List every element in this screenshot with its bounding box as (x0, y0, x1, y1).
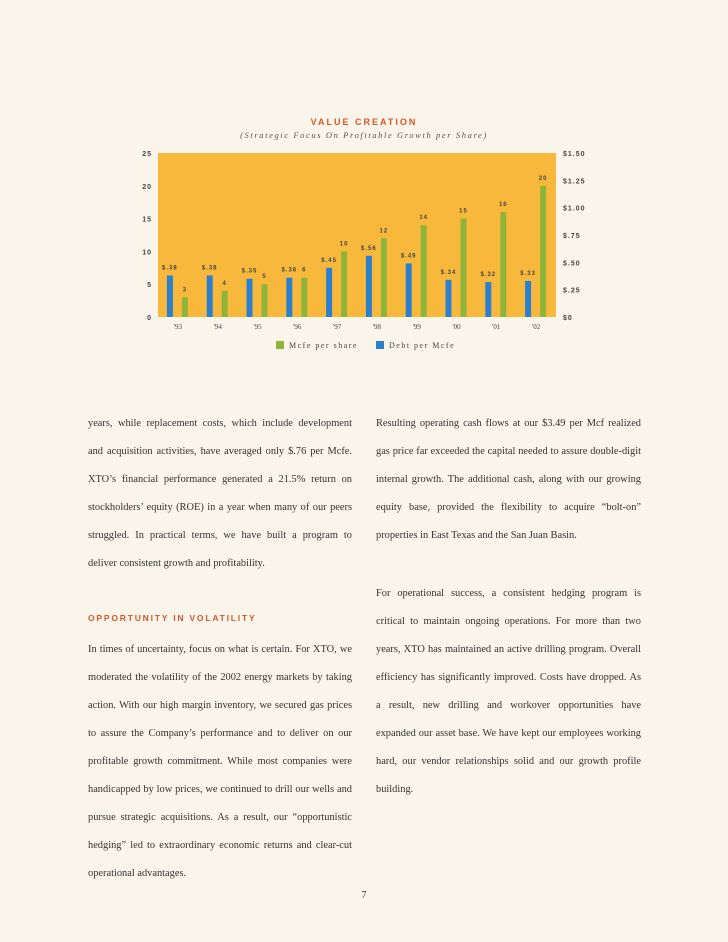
debt-bar (446, 280, 452, 317)
left-paragraph-2: In times of uncertainty, focus on what is certain. For XTO, we moderated the volatility of the 2002 energy markets by taking action. With our high margin inventory, we secured gas prices to assure the Company’s performance and to deliver on our profitable growth commitment. While most companies were handicapped by low prices, we continued to drill our wells and pursue strategic acquisitions. As a result, our “opportunistic hedging” led to extraordinary economic returns and clear-cut operational advantages. (88, 644, 352, 879)
left-axis-tick-label: 25 (142, 151, 152, 158)
mcfe-bar (461, 219, 467, 317)
mcfe-bar-label: 3 (182, 287, 188, 294)
debt-bar (366, 256, 372, 317)
left-axis-tick-label: 5 (147, 282, 152, 290)
legend-swatch (276, 341, 284, 349)
debt-bar-label: $.36 (281, 267, 298, 274)
mcfe-bar (222, 291, 228, 317)
mcfe-bar (381, 238, 387, 317)
right-axis-tick-label: $0 (563, 315, 573, 322)
debt-bar-label: $.33 (520, 270, 536, 277)
mcfe-bar (500, 212, 506, 317)
left-axis-tick-label: 10 (142, 249, 152, 257)
plot-background (158, 153, 556, 317)
legend-swatch (376, 341, 384, 349)
debt-bar (167, 275, 173, 317)
debt-bar-label: $.45 (321, 257, 337, 264)
right-axis-tick-label: $1.50 (563, 151, 586, 158)
mcfe-bar (301, 278, 307, 317)
left-axis-tick-label: 15 (142, 216, 152, 224)
mcfe-bar (182, 297, 188, 317)
mcfe-bar-label: 20 (538, 175, 548, 182)
x-axis-tick-label: '97 (332, 323, 342, 331)
mcfe-bar-label: 6 (302, 267, 307, 274)
x-axis-tick-label: '00 (452, 323, 461, 331)
mcfe-bar-label: 4 (222, 280, 227, 287)
debt-bar (286, 278, 292, 317)
debt-bar (406, 263, 412, 317)
x-axis-tick-label: '95 (253, 323, 262, 331)
debt-bar-label: $.56 (361, 245, 377, 252)
right-axis-tick-label: $1.00 (563, 205, 586, 213)
x-axis-tick-label: '02 (531, 323, 541, 331)
right-axis-tick-label: $1.25 (563, 178, 586, 186)
mcfe-bar (262, 284, 268, 317)
legend-label: Debt per Mcfe (389, 341, 456, 350)
mcfe-bar-label: 16 (498, 202, 508, 209)
value-creation-chart (0, 150, 728, 365)
legend-label: Mcfe per share (289, 341, 358, 350)
mcfe-bar-label: 5 (262, 274, 267, 281)
left-column (88, 410, 352, 888)
debt-bar (326, 268, 332, 317)
x-axis-tick-label: '94 (213, 323, 222, 331)
debt-bar-label: $.34 (440, 269, 457, 276)
mcfe-bar-label: 14 (419, 215, 429, 222)
right-axis-tick-label: $.50 (563, 260, 581, 268)
section-heading: OPPORTUNITY IN VOLATILITY (88, 613, 257, 623)
x-axis-tick-label: '93 (173, 323, 183, 331)
x-axis-tick-label: '01 (492, 323, 501, 331)
chart-subtitle: (Strategic Focus On Profitable Growth per Share) (240, 130, 488, 140)
x-axis-tick-label: '96 (293, 323, 302, 331)
chart-title: VALUE CREATION (310, 117, 418, 127)
x-axis-tick-label: '99 (412, 323, 421, 331)
debt-bar (485, 282, 491, 317)
debt-bar (525, 281, 531, 317)
mcfe-bar (540, 186, 546, 317)
debt-bar-label: $.38 (162, 265, 178, 272)
left-paragraph-1: years, while replacement costs, which include development and acquisition activities, have averaged only $.76 per Mcfe. XTO’s financial performance generated a 21.5% return on stockholders’ equity (ROE) in a year when many of our peers struggled. In practical terms, we have built a program to deliver consistent growth and profitability. (88, 418, 352, 569)
mcfe-bar (341, 251, 347, 317)
mcfe-bar-label: 12 (379, 228, 389, 235)
page-number: 7 (361, 890, 367, 901)
debt-bar-label: $.32 (480, 272, 497, 279)
debt-bar (207, 275, 213, 317)
left-axis-tick-label: 20 (142, 183, 152, 191)
debt-bar (247, 279, 253, 317)
right-column (376, 410, 641, 804)
right-paragraph-1: Resulting operating cash flows at our $3.49 per Mcf realized gas price far exceeded the capital needed to assure double-digit internal growth. The additional cash, along with our growing equity base, provided the flexibility to acquire “bolt-on” properties in East Texas and the San Juan Basin. (376, 418, 641, 541)
right-paragraph-2: For operational success, a consistent hedging program is critical to maintain ongoing operations. For more than two years, XTO has maintained an active drilling program. Overall efficiency has significantly improved. Costs have dropped. As a result, new drilling and workover opportunities have expanded our asset base. We have kept our employees working hard, our vendor relationships solid and our growth profile building. (376, 588, 641, 795)
debt-bar-label: $.35 (241, 268, 258, 275)
right-axis-tick-label: $.75 (563, 233, 581, 240)
debt-bar-label: $.38 (201, 265, 218, 272)
right-axis-tick-label: $.25 (563, 287, 581, 295)
left-axis-tick-label: 0 (147, 315, 152, 322)
mcfe-bar-label: 15 (459, 208, 468, 215)
debt-bar-label: $.49 (400, 253, 417, 260)
x-axis-tick-label: '98 (372, 323, 382, 331)
mcfe-bar (421, 225, 427, 317)
mcfe-bar-label: 10 (339, 241, 349, 248)
